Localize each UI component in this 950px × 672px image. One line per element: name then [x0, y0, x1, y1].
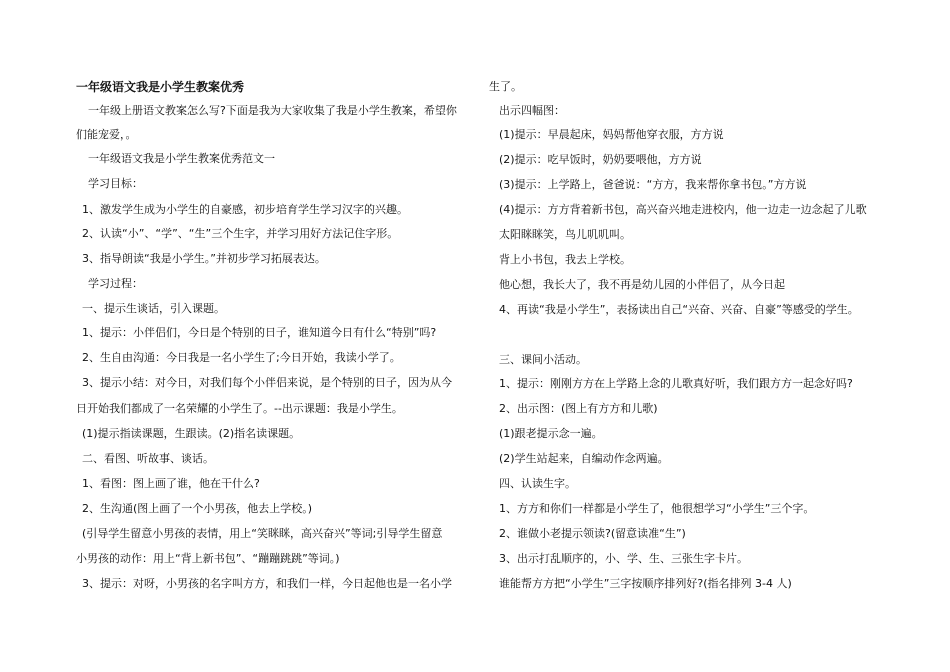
- paragraph-line: (1)提示指读课题，生跟读。(2)指名读课题。: [82, 427, 301, 440]
- paragraph-line: (1)提示：早晨起床，妈妈帮他穿衣服，方方说: [499, 128, 724, 141]
- paragraph-line: 四、认读生字。: [499, 477, 576, 490]
- paragraph-line: 谁能帮方方把“小学生”三字按顺序排列好?(指名排列 3-4 人): [499, 577, 792, 590]
- paragraph-line: 学习目标：: [88, 177, 143, 190]
- paragraph-line: 出示四幅图：: [499, 104, 565, 117]
- paragraph-line: 2、生沟通(图上画了一个小男孩，他去上学校。): [82, 502, 313, 515]
- paragraph-line: (2)学生站起来，自编动作念两遍。: [499, 452, 669, 465]
- paragraph-line: 2、出示图：(图上有方方和儿歌): [499, 402, 658, 415]
- paragraph-line: 背上小书包，我去上学校。: [499, 253, 631, 266]
- paragraph-line: 太阳眯眯笑，鸟儿叽叽叫。: [499, 228, 631, 241]
- paragraph-line: 1、激发学生成为小学生的自豪感，初步培育学生学习汉字的兴趣。: [82, 203, 408, 216]
- paragraph-line: 日开始我们都成了一名荣耀的小学生了。--出示课题：我是小学生。: [76, 402, 403, 415]
- paragraph-line: 2、生自由沟通：今日我是一名小学生了;今日开始，我读小学了。: [82, 351, 401, 364]
- paragraph-line: (4)提示：方方背着新书包，高兴奋兴地走进校内，他一边走一边念起了儿歌: [499, 203, 867, 216]
- paragraph-line: 3、提示：对呀，小男孩的名字叫方方，和我们一样，今日起他也是一名小学: [82, 577, 452, 590]
- paragraph-line: 1、方方和你们一样都是小学生了，他很想学习“小学生”三个字。: [499, 502, 815, 515]
- paragraph-line: 1、看图：图上画了谁，他在干什么?: [82, 477, 260, 490]
- paragraph-line: (3)提示：上学路上，爸爸说：“方方，我来帮你拿书包。”方方说: [499, 178, 807, 191]
- paragraph-line: 3、提示小结：对今日，对我们每个小伴侣来说，是个特别的日子，因为从今: [82, 376, 452, 389]
- paragraph-line: 二、看图、听故事、谈话。: [82, 452, 214, 465]
- paragraph-line: 3、指导朗读“我是小学生。”并初步学习拓展表达。: [82, 252, 326, 265]
- paragraph-line: 小男孩的动作：用上“背上新书包”、“蹦蹦跳跳”等词。): [76, 552, 340, 565]
- paragraph-line: 生了。: [489, 80, 522, 93]
- paragraph-line: 2、谁做小老提示领读?(留意读准“生”): [499, 527, 686, 540]
- paragraph-line: 三、课间小活动。: [499, 353, 587, 366]
- paragraph-line: (1)跟老提示念一遍。: [499, 427, 603, 440]
- paragraph-line: 一年级语文我是小学生教案优秀范文一: [88, 152, 275, 165]
- paragraph-line: 4、再读“我是小学生”，表扬读出自己“兴奋、兴奋、自豪”等感受的学生。: [499, 303, 859, 316]
- paragraph-line: 1、提示：小伴侣们，今日是个特别的日子，谁知道今日有什么“特别”吗?: [82, 326, 437, 339]
- paragraph-line: 一年级上册语文教案怎么写?下面是我为大家收集了我是小学生教案，希望你: [88, 104, 457, 117]
- paragraph-line: 他心想，我长大了，我不再是幼儿园的小伴侣了，从今日起: [499, 278, 785, 291]
- paragraph-line: 1、提示：刚刚方方在上学路上念的儿歌真好听，我们跟方方一起念好吗?: [499, 377, 853, 390]
- paragraph-line: (2)提示：吃早饭时，奶奶要喂他，方方说: [499, 153, 702, 166]
- paragraph-line: 一、提示生谈话，引入课题。: [82, 302, 225, 315]
- paragraph-line: 3、出示打乱顺序的，小、学、生、三张生字卡片。: [499, 552, 748, 565]
- paragraph-line: 学习过程：: [88, 277, 143, 290]
- paragraph-line: 2、认读“小”、“学”、“生”三个生字，并学习用好方法记住字形。: [82, 227, 399, 240]
- paragraph-line: (引导学生留意小男孩的表情，用上“笑眯眯，高兴奋兴”等词;引导学生留意: [82, 527, 443, 540]
- document-title: 一年级语文我是小学生教案优秀: [76, 80, 245, 94]
- paragraph-line: 们能宠爱，。: [76, 128, 137, 141]
